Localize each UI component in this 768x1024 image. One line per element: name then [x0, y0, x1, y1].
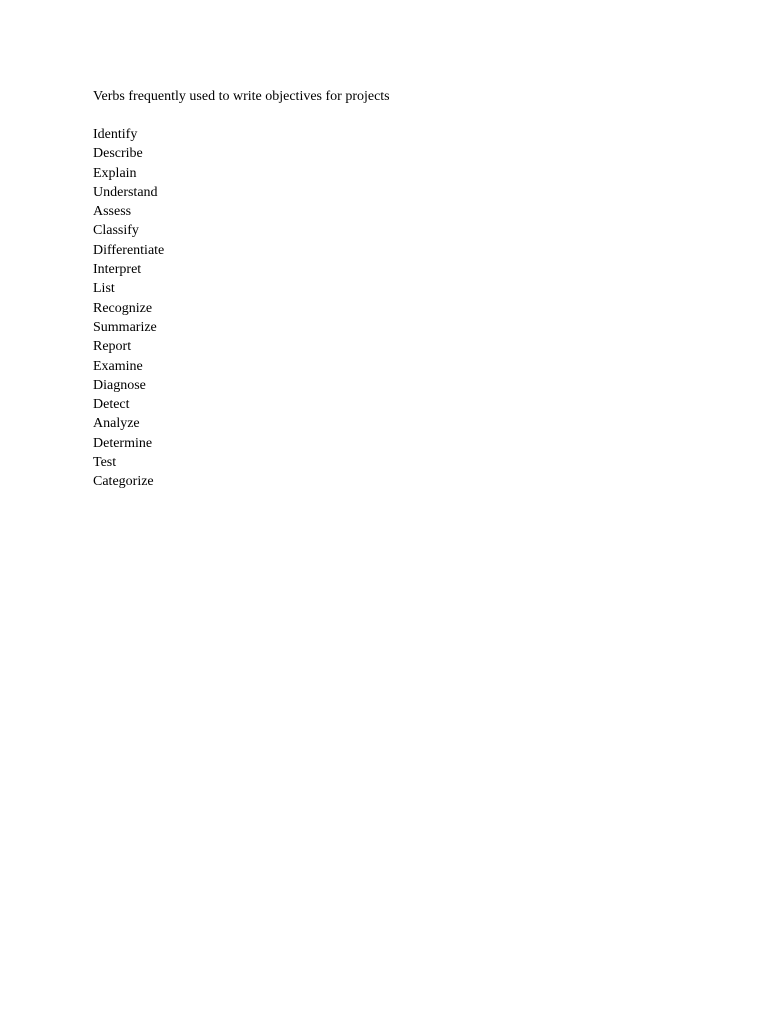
verb-item: Test	[93, 455, 117, 471]
document-heading: Verbs frequently used to write objectives for projects	[93, 89, 390, 104]
verb-item: Report	[93, 339, 132, 355]
document-body	[93, 87, 693, 492]
verb-item: Assess	[93, 204, 132, 220]
verb-item: Determine	[93, 435, 153, 451]
verb-item: Categorize	[93, 474, 154, 490]
verb-item: Summarize	[93, 319, 157, 335]
verb-item: Explain	[93, 165, 137, 181]
verb-item: Detect	[93, 397, 130, 413]
verb-item: List	[93, 281, 115, 297]
verb-item: Diagnose	[93, 377, 146, 393]
verb-item: Identify	[93, 127, 138, 142]
verb-item: Differentiate	[93, 242, 165, 258]
verb-item: Describe	[93, 146, 143, 162]
verb-item: Analyze	[93, 416, 140, 432]
verb-item: Understand	[93, 184, 158, 200]
verb-item: Recognize	[93, 300, 153, 316]
verb-item: Classify	[93, 223, 139, 239]
verb-list	[93, 125, 693, 492]
verb-item: Interpret	[93, 262, 142, 278]
verb-item: Examine	[93, 358, 143, 374]
